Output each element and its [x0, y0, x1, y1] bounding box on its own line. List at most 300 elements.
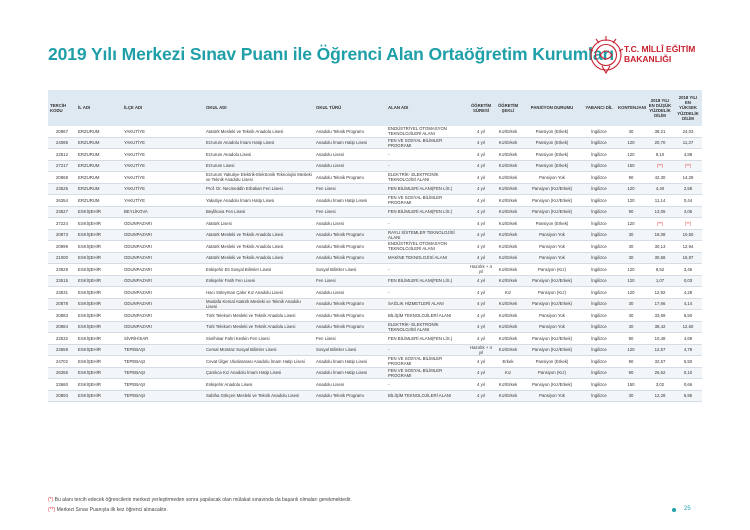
table-cell: ESKİŞEHİR: [76, 390, 122, 402]
table-row: [48, 264, 702, 276]
table-cell: -: [386, 218, 468, 230]
table-cell: Kız/Erkek: [494, 321, 522, 333]
table-cell: SAĞLIK HİZMETLERİ ALANI: [386, 298, 468, 310]
table-cell: Pansiyon (Erkek): [522, 126, 582, 137]
footnote-2: [48, 507, 168, 513]
table-cell: 23515: [48, 275, 76, 287]
table-cell: Hazırlık + 4 yıl: [468, 344, 494, 356]
table-row: [48, 333, 702, 345]
footnote-1-text: Bu alanı tercih edecek öğrencilerin merkezi yerleştirmeden sonra yapılacak olan mülakat sınavında da başarılı olmaları gerekmektedir.: [53, 497, 352, 503]
table-cell: 4 yıl: [468, 321, 494, 333]
table-cell: Pansiyon (Erkek): [522, 218, 582, 230]
table-cell: Anadolu Lisesi: [314, 160, 386, 172]
table-cell: Hazırlık + 4 yıl: [468, 264, 494, 276]
table-cell: (**): [646, 218, 674, 230]
schools-table: [48, 90, 702, 402]
table-cell: ESKİŞEHİR: [76, 275, 122, 287]
table-cell: 38,42: [646, 321, 674, 333]
table-cell: 4 yıl: [468, 379, 494, 391]
column-header: ÖĞRETİM SÜRESİ: [468, 90, 494, 126]
table-cell: 4 yıl: [468, 206, 494, 218]
table-cell: ODUNPAZARI: [122, 321, 204, 333]
table-cell: Fen Lisesi: [314, 275, 386, 287]
table-cell: Pansiyon (Kız/Erkek): [522, 379, 582, 391]
table-row: [48, 252, 702, 264]
table-cell: ODUNPAZARI: [122, 218, 204, 230]
table-cell: İngilizce: [582, 275, 616, 287]
table-cell: Kız/Erkek: [494, 229, 522, 241]
table-cell: Kız/Erkek: [494, 333, 522, 345]
table-cell: Erzurum Lisesi: [204, 160, 314, 172]
table-cell: Anadolu İmam Hatip Lisesi: [314, 137, 386, 149]
table-cell: 90: [616, 356, 646, 368]
table-cell: İngilizce: [582, 264, 616, 276]
table-cell: 5,95: [674, 390, 702, 402]
table-cell: Kız/Erkek: [494, 252, 522, 264]
table-cell: 8,52: [646, 264, 674, 276]
table-row: [48, 390, 702, 402]
table-cell: 4 yıl: [468, 287, 494, 299]
table-cell: 0,44: [674, 195, 702, 207]
table-cell: 120: [616, 287, 646, 299]
table-cell: TEPEBAŞI: [122, 379, 204, 391]
table-cell: ESKİŞEHİR: [76, 356, 122, 368]
table-cell: FEN BİLİMLERİ ALANI(FEN LİS.): [386, 183, 468, 195]
table-cell: Eskişehir Fatih Fen Lisesi: [204, 275, 314, 287]
table-cell: 30,13: [646, 241, 674, 253]
table-cell: 120: [616, 149, 646, 161]
table-cell: İngilizce: [582, 183, 616, 195]
table-cell: Kız/Erkek: [494, 195, 522, 207]
table-cell: YAKUTİYE: [122, 183, 204, 195]
table-cell: Eskişehir Eti Sosyal Bilimler Lisesi: [204, 264, 314, 276]
table-cell: Pansiyon Yok: [522, 310, 582, 322]
table-row: [48, 287, 702, 299]
table-cell: 4 yıl: [468, 218, 494, 230]
table-cell: 33,69: [646, 310, 674, 322]
table-cell: YAKUTİYE: [122, 126, 204, 137]
table-cell: RAYLI SİSTEMLER TEKNOLOJİSİ ALANI: [386, 229, 468, 241]
table-cell: İngilizce: [582, 367, 616, 379]
table-cell: Anadolu Teknik Programı: [314, 390, 386, 402]
table-cell: MAKİNE TEKNOLOJİSİ ALANI: [386, 252, 468, 264]
table-cell: 4 yıl: [468, 229, 494, 241]
table-cell: Kız/Erkek: [494, 149, 522, 161]
table-cell: ESKİŞEHİR: [76, 287, 122, 299]
table-cell: 20868: [48, 172, 76, 184]
table-cell: Kız: [494, 287, 522, 299]
table-row: [48, 298, 702, 310]
table-cell: -: [386, 264, 468, 276]
table-cell: ODUNPAZARI: [122, 287, 204, 299]
table-cell: 150: [616, 160, 646, 172]
table-cell: BİLİŞİM TEKNOLOJİLERİ ALANI: [386, 310, 468, 322]
table-cell: 20883: [48, 310, 76, 322]
table-cell: Pansiyon (Erkek): [522, 160, 582, 172]
table-cell: Kız/Erkek: [494, 206, 522, 218]
table-cell: Pansiyon (Kız/Erkek): [522, 344, 582, 356]
table-cell: 4 yıl: [468, 172, 494, 184]
table-cell: ESKİŞEHİR: [76, 218, 122, 230]
table-cell: İngilizce: [582, 333, 616, 345]
table-cell: 38,21: [646, 126, 674, 137]
table-row: [48, 321, 702, 333]
table-cell: 10,48: [646, 333, 674, 345]
table-cell: 24085: [48, 137, 76, 149]
table-cell: Pansiyon Yok: [522, 241, 582, 253]
table-cell: Anadolu Teknik Programı: [314, 321, 386, 333]
table-cell: Prof. Dr. Necmeddin Erbakan Fen Lisesi: [204, 183, 314, 195]
table-cell: FEN BİLİMLERİ ALANI(FEN LİS.): [386, 275, 468, 287]
table-cell: 20884: [48, 321, 76, 333]
column-header: 2018 YILI EN YÜKSEK YÜZDELİK DİLİM: [674, 90, 702, 126]
table-cell: ELEKTRİK- ELEKTRONİK TEKNOLOJİSİ ALANI: [386, 172, 468, 184]
table-cell: Anadolu Teknik Programı: [314, 310, 386, 322]
table-cell: FEN VE SOSYAL BİLİMLER PROGRAMI: [386, 367, 468, 379]
footnote-2-text: Merkezi Sınav Puanıyla ilk kez öğrenci alınacaktır.: [55, 507, 168, 513]
table-cell: Anadolu Teknik Programı: [314, 241, 386, 253]
table-cell: İngilizce: [582, 149, 616, 161]
table-cell: 30: [616, 126, 646, 137]
schools-table-container: [48, 90, 702, 402]
table-cell: Anadolu Lisesi: [314, 218, 386, 230]
table-cell: Kız/Erkek: [494, 137, 522, 149]
table-cell: İngilizce: [582, 287, 616, 299]
table-cell: Kız/Erkek: [494, 390, 522, 402]
table-cell: Kız: [494, 367, 522, 379]
table-cell: YAKUTİYE: [122, 172, 204, 184]
table-cell: Atatürk Mesleki ve Teknik Anadolu Lisesi: [204, 229, 314, 241]
table-cell: 8,50: [674, 310, 702, 322]
table-cell: Kız/Erkek: [494, 172, 522, 184]
table-cell: FEN BİLİMLERİ ALANI(FEN LİS.): [386, 333, 468, 345]
table-cell: Erzurum Yakutiye Elektrik-Elektronik Teknolojisi Mesleki ve Teknik Anadolu Lisesi: [204, 172, 314, 184]
table-cell: İngilizce: [582, 172, 616, 184]
table-cell: Türk Telekom Mesleki ve Teknik Anadolu Lisesi: [204, 321, 314, 333]
table-cell: 90: [616, 206, 646, 218]
table-cell: TEPEBAŞI: [122, 367, 204, 379]
table-cell: 9,10: [646, 149, 674, 161]
table-cell: 20893: [48, 390, 76, 402]
table-cell: İngilizce: [582, 126, 616, 137]
table-cell: -: [386, 379, 468, 391]
page-title: 2019 Yılı Merkezi Sınav Puanı ile Öğrenci Alan Ortaöğretim Kurumları: [48, 44, 615, 64]
table-cell: İngilizce: [582, 390, 616, 402]
table-cell: (**): [646, 160, 674, 172]
table-cell: Pansiyon (Kız/Erkek): [522, 298, 582, 310]
table-cell: Erzurum Anadolu İmam Hatip Lisesi: [204, 137, 314, 149]
table-cell: Atatürk Mesleki ve Teknik Anadolu Lisesi: [204, 252, 314, 264]
table-cell: -: [386, 160, 468, 172]
column-header: ALAN ADI: [386, 90, 468, 126]
table-cell: 20878: [48, 298, 76, 310]
table-cell: ESKİŞEHİR: [76, 321, 122, 333]
table-cell: 120: [616, 195, 646, 207]
table-cell: 4,28: [674, 287, 702, 299]
column-header: İLÇE ADI: [122, 90, 204, 126]
table-cell: 4,69: [674, 333, 702, 345]
table-cell: 0,03: [674, 275, 702, 287]
table-cell: 24,03: [674, 126, 702, 137]
table-cell: 11,37: [674, 137, 702, 149]
table-cell: BİLİŞİM TEKNOLOJİLERİ ALANI: [386, 390, 468, 402]
table-cell: 32,57: [646, 356, 674, 368]
table-row: [48, 206, 702, 218]
table-cell: İngilizce: [582, 356, 616, 368]
table-cell: Kız/Erkek: [494, 264, 522, 276]
table-cell: Kız/Erkek: [494, 310, 522, 322]
table-cell: Sosyal Bilimler Lisesi: [314, 264, 386, 276]
table-cell: Türk Telekom Mesleki ve Teknik Anadolu Lisesi: [204, 310, 314, 322]
table-cell: 30: [616, 298, 646, 310]
table-row: [48, 241, 702, 253]
table-cell: 4 yıl: [468, 160, 494, 172]
table-row: [48, 310, 702, 322]
table-cell: 3,45: [674, 264, 702, 276]
table-cell: ESKİŞEHİR: [76, 310, 122, 322]
table-cell: 4 yıl: [468, 126, 494, 137]
table-cell: 16,87: [674, 252, 702, 264]
table-cell: ESKİŞEHİR: [76, 379, 122, 391]
table-cell: Sabiha Gökçen Mesleki ve Teknik Anadolu Lisesi: [204, 390, 314, 402]
table-cell: ERZURUM: [76, 183, 122, 195]
table-cell: Pansiyon (Kız): [522, 367, 582, 379]
table-cell: Atatürk Mesleki ve Teknik Anadolu Lisesi: [204, 241, 314, 253]
table-cell: YAKUTİYE: [122, 195, 204, 207]
table-cell: ODUNPAZARI: [122, 229, 204, 241]
table-cell: Kız/Erkek: [494, 275, 522, 287]
table-cell: Kız/Erkek: [494, 126, 522, 137]
table-cell: 120: [616, 344, 646, 356]
table-row: [48, 344, 702, 356]
table-cell: ERZURUM: [76, 149, 122, 161]
table-cell: 4,14: [674, 298, 702, 310]
table-cell: ERZURUM: [76, 172, 122, 184]
table-cell: 30: [616, 241, 646, 253]
table-cell: İngilizce: [582, 241, 616, 253]
table-cell: 20999: [48, 241, 76, 253]
table-cell: 4 yıl: [468, 298, 494, 310]
table-cell: ESKİŞEHİR: [76, 298, 122, 310]
table-cell: Anadolu Lisesi: [314, 149, 386, 161]
table-cell: İngilizce: [582, 206, 616, 218]
table-cell: 90: [616, 333, 646, 345]
table-cell: YAKUTİYE: [122, 137, 204, 149]
table-row: [48, 367, 702, 379]
column-header: ÖĞRETİM ŞEKLİ: [494, 90, 522, 126]
table-cell: Kız/Erkek: [494, 241, 522, 253]
table-cell: 4,78: [674, 344, 702, 356]
column-header: KONTENJANI: [616, 90, 646, 126]
table-cell: İngilizce: [582, 137, 616, 149]
table-cell: İngilizce: [582, 298, 616, 310]
table-cell: ERZURUM: [76, 126, 122, 137]
column-header: 2018 YILI EN DÜŞÜK YÜZDELİK DİLİM: [646, 90, 674, 126]
table-cell: Pansiyon (Erkek): [522, 137, 582, 149]
table-cell: ESKİŞEHİR: [76, 241, 122, 253]
table-cell: (**): [674, 218, 702, 230]
column-header: TERCİH KODU: [48, 90, 76, 126]
table-cell: ENDÜSTRİYEL OTOMASYON TEKNOLOJİLERİ ALANI: [386, 241, 468, 253]
table-cell: YAKUTİYE: [122, 149, 204, 161]
table-cell: 30: [616, 390, 646, 402]
footnote-1: [48, 497, 352, 503]
table-cell: 30: [616, 229, 646, 241]
table-cell: 2,58: [674, 183, 702, 195]
table-cell: 4 yıl: [468, 183, 494, 195]
table-cell: 90: [616, 172, 646, 184]
table-cell: 26,62: [646, 367, 674, 379]
table-cell: BEYLİKOVA: [122, 206, 204, 218]
table-header-row: [48, 90, 702, 126]
table-cell: 21000: [48, 252, 76, 264]
table-cell: Anadolu İmam Hatip Lisesi: [314, 367, 386, 379]
table-cell: İngilizce: [582, 218, 616, 230]
table-cell: 13,06: [646, 206, 674, 218]
table-cell: -: [386, 149, 468, 161]
table-cell: 23531: [48, 287, 76, 299]
table-cell: 4 yıl: [468, 333, 494, 345]
table-cell: Pansiyon (Kız): [522, 287, 582, 299]
table-cell: Beylikova Fen Lisesi: [204, 206, 314, 218]
table-cell: Kız/Erkek: [494, 344, 522, 356]
table-cell: Kız/Erkek: [494, 160, 522, 172]
table-cell: ODUNPAZARI: [122, 264, 204, 276]
table-cell: 0,10: [674, 367, 702, 379]
table-cell: Erzurum Anadolu Lisesi: [204, 149, 314, 161]
table-cell: Cemal Mümtaz Sosyal Bilimler Lisesi: [204, 344, 314, 356]
table-cell: Pansiyon (Erkek): [522, 356, 582, 368]
table-cell: Erkek: [494, 356, 522, 368]
table-cell: Anadolu İmam Hatip Lisesi: [314, 195, 386, 207]
table-cell: 23527: [48, 206, 76, 218]
table-row: [48, 218, 702, 230]
table-cell: -: [386, 287, 468, 299]
table-cell: 26355: [48, 367, 76, 379]
table-cell: Fen Lisesi: [314, 206, 386, 218]
column-header: İL ADI: [76, 90, 122, 126]
table-row: [48, 137, 702, 149]
column-header: PANSİYON DURUMU: [522, 90, 582, 126]
table-cell: ODUNPAZARI: [122, 241, 204, 253]
table-cell: ENDÜSTRİYEL OTOMASYON TEKNOLOJİLERİ ALANI: [386, 126, 468, 137]
table-cell: Anadolu Teknik Programı: [314, 298, 386, 310]
table-cell: 4,40: [646, 183, 674, 195]
table-cell: ELEKTRİK- ELEKTRONİK TEKNOLOJİSİ ALANI: [386, 321, 468, 333]
table-cell: Pansiyon Yok: [522, 252, 582, 264]
table-cell: 11,14: [646, 195, 674, 207]
table-row: [48, 172, 702, 184]
table-cell: Anadolu Teknik Programı: [314, 172, 386, 184]
table-cell: Pansiyon (Kız/Erkek): [522, 183, 582, 195]
table-cell: 12,28: [646, 390, 674, 402]
table-cell: Hacı Süleyman Çakır Kız Anadolu Lisesi: [204, 287, 314, 299]
table-cell: Pansiyon Yok: [522, 390, 582, 402]
table-cell: 4,88: [674, 149, 702, 161]
table-cell: ESKİŞEHİR: [76, 367, 122, 379]
table-cell: Kız/Erkek: [494, 298, 522, 310]
page-number: 25: [684, 506, 691, 512]
table-cell: TEPEBAŞI: [122, 356, 204, 368]
table-cell: 0,66: [674, 379, 702, 391]
column-header: OKUL TÜRÜ: [314, 90, 386, 126]
table-cell: İngilizce: [582, 252, 616, 264]
table-cell: 120: [616, 183, 646, 195]
table-cell: TEPEBAŞI: [122, 344, 204, 356]
table-cell: 4 yıl: [468, 356, 494, 368]
column-header: YABANCI DİL: [582, 90, 616, 126]
table-cell: ODUNPAZARI: [122, 275, 204, 287]
table-cell: 4,05: [674, 206, 702, 218]
table-cell: Fen Lisesi: [314, 183, 386, 195]
table-row: [48, 149, 702, 161]
table-cell: 22512: [48, 149, 76, 161]
table-cell: 12,94: [674, 241, 702, 253]
table-cell: 23659: [48, 344, 76, 356]
table-cell: 23525: [48, 183, 76, 195]
table-cell: ESKİŞEHİR: [76, 333, 122, 345]
table-cell: ESKİŞEHİR: [76, 206, 122, 218]
table-row: [48, 229, 702, 241]
table-cell: 4 yıl: [468, 137, 494, 149]
table-cell: İngilizce: [582, 229, 616, 241]
table-cell: (**): [674, 160, 702, 172]
table-cell: 30: [616, 310, 646, 322]
table-cell: 23660: [48, 379, 76, 391]
table-cell: ODUNPAZARI: [122, 252, 204, 264]
table-cell: TEPEBAŞI: [122, 390, 204, 402]
table-cell: -: [386, 344, 468, 356]
table-cell: Çamlıca Kız Anadolu İmam Hatip Lisesi: [204, 367, 314, 379]
table-cell: Pansiyon Yok: [522, 172, 582, 184]
table-row: [48, 356, 702, 368]
table-cell: YAKUTİYE: [122, 160, 204, 172]
table-cell: 22532: [48, 333, 76, 345]
table-cell: SİVRİHİSAR: [122, 333, 204, 345]
table-cell: FEN VE SOSYAL BİLİMLER PROGRAMI: [386, 195, 468, 207]
table-row: [48, 183, 702, 195]
table-cell: 120: [616, 275, 646, 287]
table-cell: Atatürk Lisesi: [204, 218, 314, 230]
table-cell: İngilizce: [582, 160, 616, 172]
footnote-2-mark: (**): [48, 507, 56, 513]
table-cell: ESKİŞEHİR: [76, 229, 122, 241]
table-cell: Pansiyon (Kız/Erkek): [522, 333, 582, 345]
table-cell: 30: [616, 321, 646, 333]
table-cell: 150: [616, 379, 646, 391]
table-cell: 30,58: [646, 252, 674, 264]
table-cell: 4 yıl: [468, 195, 494, 207]
ministry-emblem-icon: [589, 36, 623, 73]
table-cell: 4 yıl: [468, 275, 494, 287]
table-cell: 23929: [48, 264, 76, 276]
table-cell: 4 yıl: [468, 252, 494, 264]
table-cell: 10,50: [674, 229, 702, 241]
table-body: [48, 126, 702, 402]
table-cell: 4 yıl: [468, 310, 494, 322]
table-cell: FEN VE SOSYAL BİLİMLER PROGRAMI: [386, 356, 468, 368]
table-cell: Atatürk Mesleki ve Teknik Anadolu Lisesi: [204, 126, 314, 137]
table-cell: ODUNPAZARI: [122, 298, 204, 310]
table-cell: 5,50: [674, 356, 702, 368]
footnote-1-mark: (*): [48, 497, 54, 503]
table-cell: Pansiyon (Kız): [522, 264, 582, 276]
table-cell: 18,08: [646, 229, 674, 241]
table-cell: ESKİŞEHİR: [76, 344, 122, 356]
table-cell: Pansiyon (Kız/Erkek): [522, 275, 582, 287]
ministry-logo-text: T.C. MİLLÎ EĞİTİM BAKANLIĞI: [624, 44, 696, 64]
table-cell: İngilizce: [582, 321, 616, 333]
